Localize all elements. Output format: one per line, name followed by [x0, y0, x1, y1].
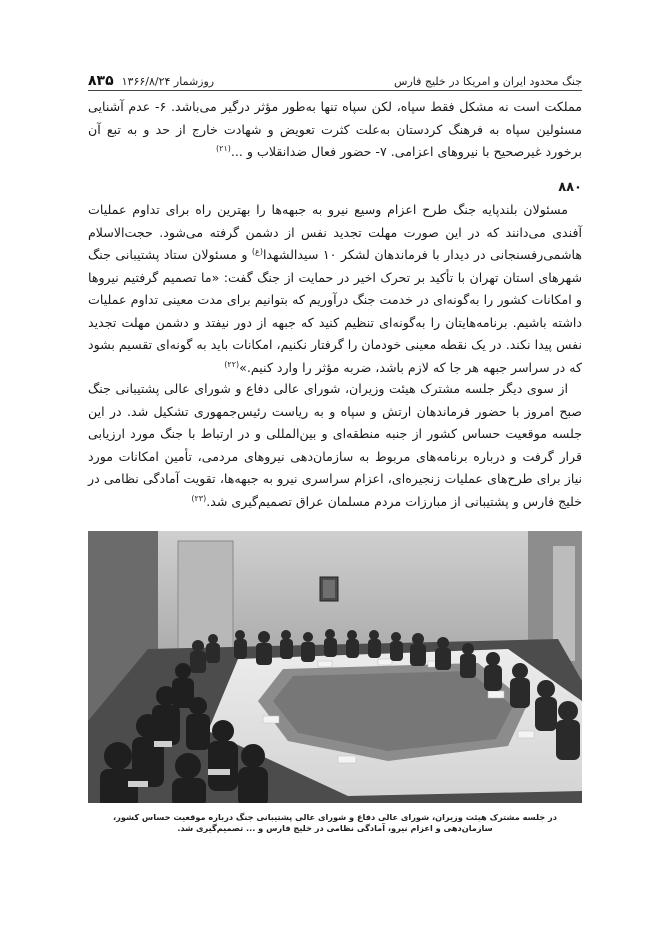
paragraph-2-text: از سوی دیگر جلسه مشترک هیئت وزیران، شورای عالی دفاع و شورای عالی پشتیبانی جنگ صبح امروز با حضور فرماندهان ارتش و سپاه و به ریاست رئیس‌جمهوری تشکیل شد. در این جلسه موقعیت حساس کشور از جنبه منطقه‌ای و بین‌المللی و در ارتباط با جنگ مورد ارزیابی قرار گرفت و درباره برنامه‌های مربوط به سازمان‌دهی نیروهای مردمی، تأمین امکانات مورد نیاز برای طرح‌های عملیات زنجیره‌ای، اعزام سراسری نیرو به جبهه‌ها، تقویت آمادگی نظامی در خلیج فارس و پشتیبانی از مبارزات مردم مسلمان عراق تصمیم‌گیری شد. — [88, 381, 582, 509]
footnote-ref: (۲۱) — [216, 143, 231, 153]
meeting-photo — [88, 531, 582, 803]
meeting-photo-illustration — [88, 531, 582, 803]
paragraph-1-text-a: مسئولان بلندپایه جنگ طرح اعزام وسیع نیرو به جبهه‌ها را بهترین راه برای تداوم عملیات آفندی می‌دانند که در این صورت مهلت تجدید نفس از دشمن گرفته می‌شود. حجت‌الاسلام هاشمی‌رفسنجانی در دیدار با فرماندهان لشکر ۱۰ سیدالشهدا — [88, 202, 583, 262]
page-header — [88, 70, 582, 91]
paragraph-1-text-b: و مسئولان ستاد پشتیبانی جنگ شهرهای استان تهران با تأکید بر تحرک اخیر در حمایت از جنگ گفت: «ما تصمیم گرفتیم نیروها و امکانات کشور را به‌گونه‌ای در خدمت جنگ درآوریم که بتوانیم برای مدت معینی تداوم عملیات داشته باشیم. برنامه‌هایتان را به‌گونه‌ای تنظیم کنید که جبهه از دور نیفتد و دشمن مهلت تجدید نفس پیدا نکند. در یک نقطه معینی خودمان را گرفتار نکنیم، امکانات باید به گونه‌ای تقسیم بشود که در سراسر جبهه هر جا که لازم باشد، ضربه مؤثر را وارد کنیم.» — [88, 247, 582, 375]
paragraph-top — [88, 96, 582, 164]
footnote-ref: (ع) — [251, 246, 263, 256]
photo-caption: در جلسه مشترک هیئت وزیران، شورای عالی دفاع و شورای عالی پشتیبانی جنگ درباره موقعیت حساس کشور، سازمان‌دهی و اعزام نیرو، آمادگی نظامی در خلیج فارس و ... تصمیم‌گیری شد. — [113, 812, 557, 833]
footnote-ref: (۲۲) — [224, 359, 240, 369]
date-label: روزشمار ۱۳۶۶/۸/۲۴ — [121, 75, 215, 88]
page-number: ۸۳۵ — [88, 73, 114, 89]
paragraph-2 — [88, 378, 582, 513]
paragraph-top-text: مملکت است نه مشکل فقط سپاه، لکن سپاه تنها به‌طور مؤثر درگیر می‌باشد. ۶- عدم آشنایی مسئولین سپاه به فرهنگ کردستان به‌علت کثرت تعویض و شهادت خارج از حد و به تبع آن برخورد غیرصحیح با نیروهای اعزامی. ۷- حضور فعال ضدانقلاب و ... — [88, 99, 582, 159]
paragraph-1 — [88, 199, 582, 379]
running-title: جنگ محدود ایران و امریکا در خلیج فارس — [394, 75, 582, 88]
footnote-ref: (۲۳) — [191, 493, 207, 503]
day-number: ۸۸۰ — [558, 180, 582, 195]
